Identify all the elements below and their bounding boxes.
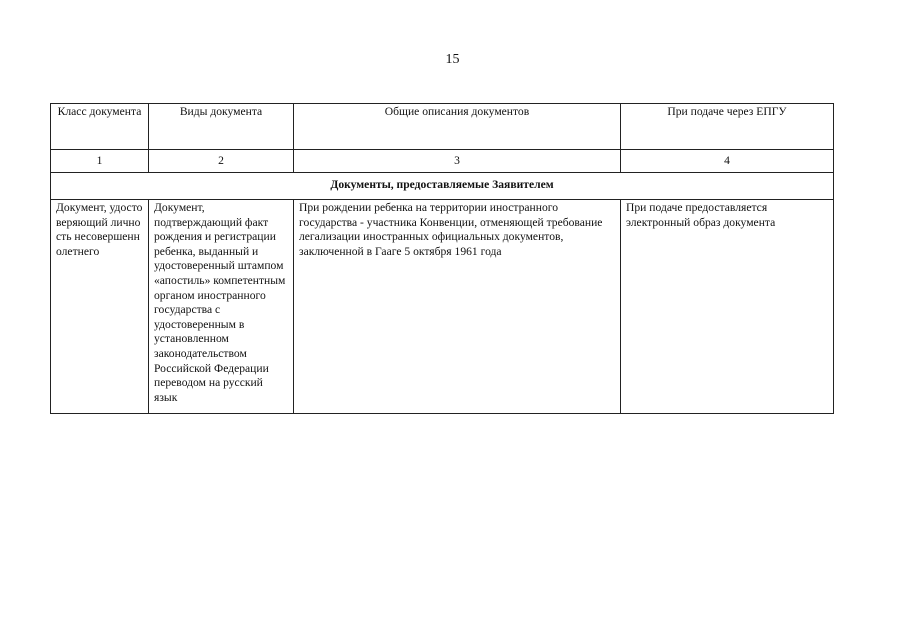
column-number: 3 — [294, 150, 621, 173]
header-document-class: Класс документа — [51, 104, 149, 150]
documents-table — [50, 103, 834, 414]
cell-document-class: Документ, удостоверяющий личность несовершеннолетнего — [51, 200, 149, 414]
header-document-descriptions: Общие описания документов — [294, 104, 621, 150]
cell-description: При рождении ребенка на территории иностранного государства - участника Конвенции, отменяющей требование легализации иностранных официальных документов, заключенной в Гааге 5 октября 1961 года — [294, 200, 621, 414]
header-document-types: Виды документа — [149, 104, 294, 150]
cell-document-type: Документ, подтверждающий факт рождения и регистрации ребенка, выданный и удостоверенный штампом «апостиль» компетентным органом иностранного государства с удостоверенным в установленном законодательством Российской Федерации переводом на русский язык — [149, 200, 294, 414]
section-row — [51, 173, 834, 200]
page-number: 15 — [445, 52, 460, 67]
column-number: 1 — [51, 150, 149, 173]
table-header-row — [51, 104, 834, 150]
cell-epgu-submission: При подаче предоставляется электронный образ документа — [621, 200, 834, 414]
column-number-row — [51, 150, 834, 173]
section-title: Документы, предоставляемые Заявителем — [51, 173, 834, 200]
column-number: 4 — [621, 150, 834, 173]
table-row — [51, 200, 834, 414]
header-epgu-submission: При подаче через ЕПГУ — [621, 104, 834, 150]
column-number: 2 — [149, 150, 294, 173]
